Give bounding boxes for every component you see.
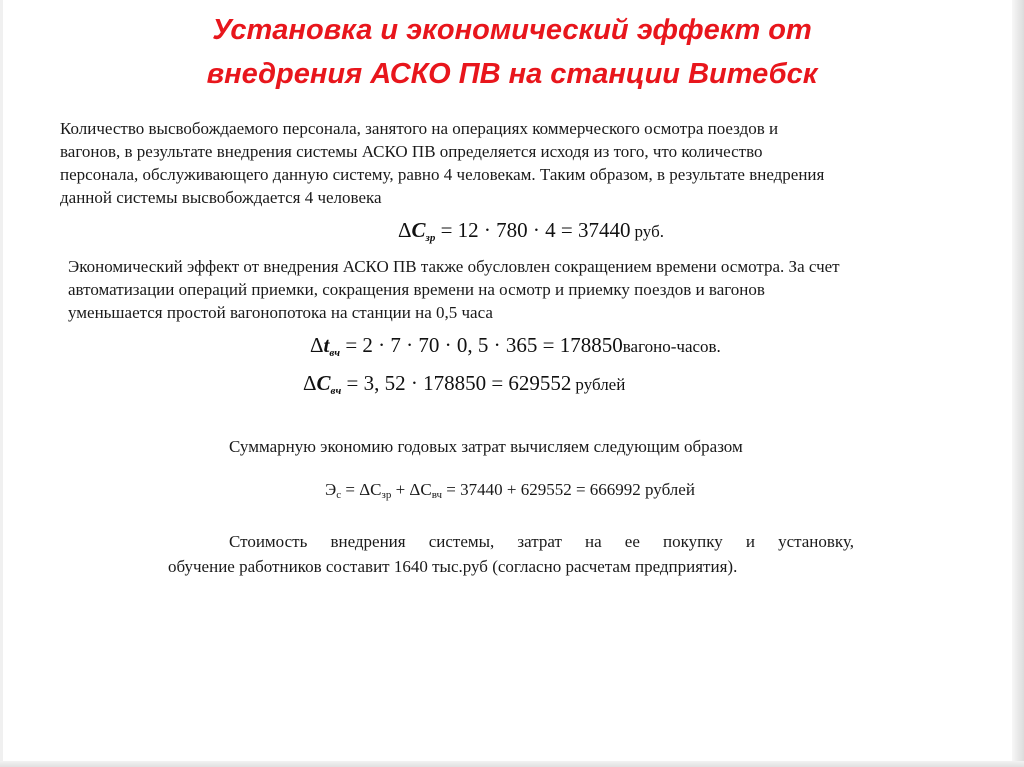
formula-subscript: вч <box>330 385 342 397</box>
slide-edge-left <box>0 0 3 767</box>
paragraph-line: персонала, обслуживающего данную систему, равно 4 человекам. Таким образом, в результате внедрения <box>60 165 825 184</box>
formula-part: = 37440 + 629552 = 666992 рублей <box>442 480 695 499</box>
formula-subscript: с <box>336 489 342 501</box>
formula-variable: C <box>316 371 331 395</box>
delta-symbol: Δ <box>303 371 317 395</box>
paragraph-line: Стоимость внедрения системы, затрат на ее покупку и установку, <box>229 532 854 551</box>
formula-expression: = 2 · 7 · 70 · 0, 5 · 365 = 178850 <box>340 333 623 357</box>
paragraph-summary-intro: Суммарную экономию годовых затрат вычисляем следующим образом <box>229 437 743 456</box>
formula-subscript: вч <box>431 489 443 501</box>
paragraph-line: данной системы высвобождается 4 человека <box>60 188 382 207</box>
formula-part: + ΔС <box>391 480 432 499</box>
paragraph-line: вагонов, в результате внедрения системы АСКО ПВ определяется исходя из того, что количество <box>60 142 763 161</box>
formula-total-savings <box>325 480 695 501</box>
delta-symbol: Δ <box>310 333 324 357</box>
paragraph-line: Количество высвобождаемого персонала, занятого на операциях коммерческого осмотра поездов и <box>60 119 779 138</box>
formula-expression: = 12 · 780 · 4 = 37440 <box>435 218 631 242</box>
slide-edge-right <box>1012 0 1024 767</box>
delta-symbol: Δ <box>398 218 412 242</box>
formula-unit: вагоно-часов. <box>622 337 721 356</box>
formula-delta-t-vch <box>310 333 721 359</box>
slide-title-line-1: Установка и экономический эффект от <box>212 14 812 46</box>
formula-subscript: зр <box>425 232 436 244</box>
paragraph-cost-line-2: обучение работников составит 1640 тыс.руб (согласно расчетам предприятия). <box>168 557 738 576</box>
formula-e-symbol: Э <box>325 480 337 499</box>
formula-delta-c-vch <box>303 371 625 397</box>
formula-subscript: зр <box>381 489 392 501</box>
slide-title-line-2: внедрения АСКО ПВ на станции Витебск <box>206 58 818 90</box>
paragraph-line: уменьшается простой вагонопотока на станции на 0,5 часа <box>68 303 493 322</box>
formula-subscript: вч <box>329 347 341 359</box>
formula-unit: руб. <box>634 222 664 241</box>
formula-unit: рублей <box>575 375 626 394</box>
formula-variable: t <box>323 333 330 357</box>
formula-variable: C <box>411 218 426 242</box>
paragraph-line: автоматизации операций приемки, сокращения времени на осмотр и приемку поездов и вагонов <box>68 280 765 299</box>
slide-edge-bottom <box>0 761 1024 767</box>
formula-delta-c-zr <box>398 218 664 244</box>
formula-expression: = 3, 52 · 178850 = 629552 <box>341 371 572 395</box>
formula-part: = ΔС <box>341 480 382 499</box>
paragraph-cost-line-1 <box>229 530 854 554</box>
paragraph-line: Экономический эффект от внедрения АСКО ПВ также обусловлен сокращением времени осмотра. За счет <box>68 257 840 276</box>
